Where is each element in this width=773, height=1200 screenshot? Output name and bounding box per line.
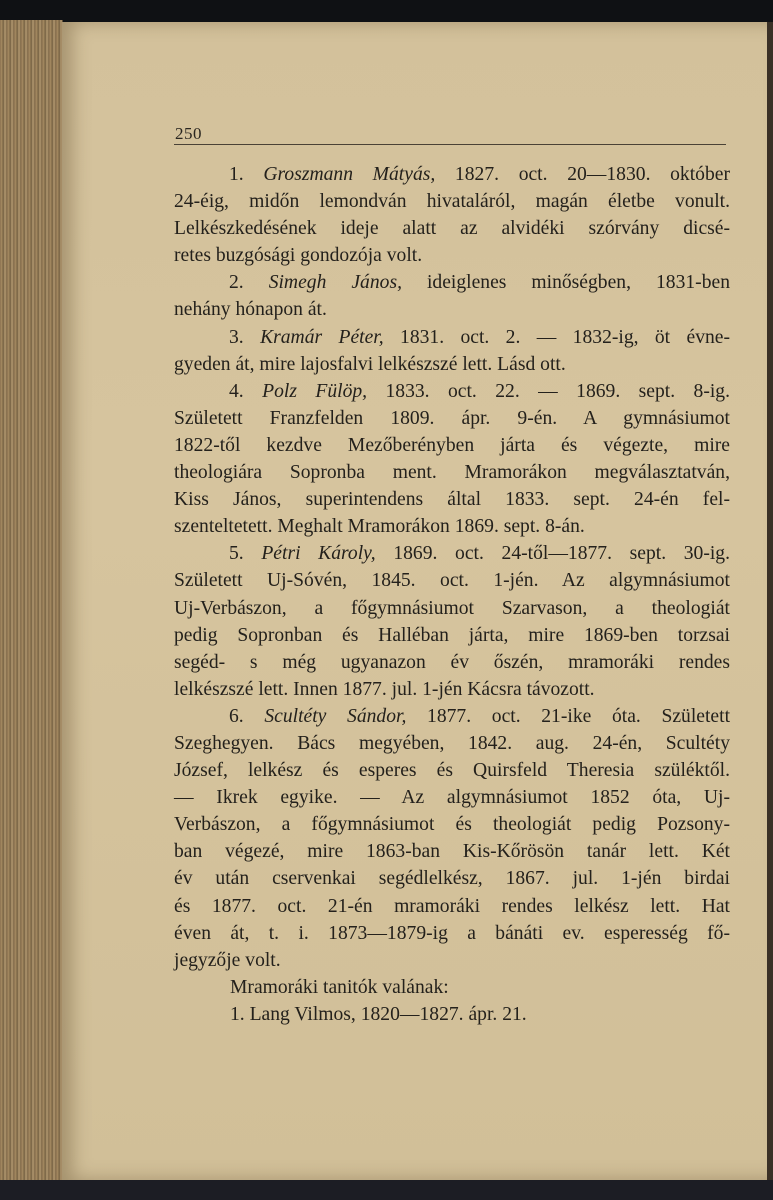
paragraph [174, 269, 730, 323]
page-number: 250 [175, 124, 202, 143]
paragraph [174, 1001, 730, 1028]
text-line: gyeden át, mire lajosfalvi lelkészszé lett. Lásd ott. [174, 353, 566, 375]
entry-number: 4. [229, 380, 263, 402]
text-line: — Ikrek egyike. — Az algymnásiumot 1852 óta, Uj- [174, 787, 730, 809]
text-line: és 1877. oct. 21-én mramoráki rendes lelkész lett. Hat [174, 895, 730, 917]
text-line: nehány hónapon át. [174, 299, 327, 321]
pastor-name: Kramár Péter, [260, 326, 384, 348]
entry-dates: 1831. oct. 2. — 1832-ig, öt évne- [383, 326, 731, 348]
text-line [174, 378, 730, 405]
body-text [174, 161, 730, 1028]
pastor-name: Polz Fülöp, [262, 380, 368, 402]
scan-bottom-border [0, 1180, 773, 1200]
entry-dates: 1877. oct. 21-ike óta. Született [406, 705, 731, 727]
text-line: theologiára Sopronba ment. Mramorákon megválasztatván, [174, 462, 730, 484]
entry-dates: 1869. oct. 24-től—1877. sept. 30-ig. [375, 543, 730, 565]
entry-number: 2. [229, 272, 269, 294]
text-line: lelkészszé lett. Innen 1877. jul. 1-jén Kácsra távozott. [174, 678, 595, 700]
text-line: Kiss János, superintendens által 1833. sept. 24-én fel- [174, 489, 730, 511]
text-line: Uj-Verbászon, a főgymnásiumot Szarvason, a theologiát [174, 597, 730, 619]
text-line [174, 269, 730, 296]
text-line: Született Franzfelden 1809. ápr. 9-én. A gymnásiumot [174, 407, 730, 429]
text-line: 1822-től kezdve Mezőberényben járta és végezte, mire [174, 434, 730, 456]
text-line [174, 703, 730, 730]
text-line [174, 161, 730, 188]
entry-dates: 1827. oct. 20—1830. október [435, 164, 730, 185]
pastor-name: Simegh János, [268, 272, 402, 294]
pastor-name: Pétri Károly, [261, 543, 376, 565]
scan-top-border [0, 0, 773, 24]
text-line: retes buzgósági gondozója volt. [174, 245, 423, 267]
text-line [174, 540, 730, 567]
text-line: éven át, t. i. 1873—1879-ig a bánáti ev. esperesség fő- [174, 922, 730, 944]
entry-dates: ideiglenes minőségben, 1831-ben [401, 272, 730, 294]
text-line: Mramoráki tanitók valának: [230, 976, 449, 998]
paragraph [174, 324, 730, 378]
book-page-edges [0, 20, 63, 1185]
pastor-name: Groszmann Mátyás, [263, 164, 436, 185]
entry-dates: 1833. oct. 22. — 1869. sept. 8-ig. [367, 380, 731, 402]
paragraph [174, 703, 730, 974]
text-line: segéd- s még ugyanazon év őszén, mramoráki rendes [174, 651, 730, 673]
text-line: év után cservenkai segédlelkész, 1867. jul. 1-jén birdai [174, 868, 730, 890]
text-line: Lelkészkedésének ideje alatt az alvidéki szórvány dicsé- [174, 218, 730, 240]
paragraph [174, 974, 730, 1001]
text-line: pedig Sopronban és Halléban járta, mire 1869-ben torzsai [174, 624, 730, 646]
paragraph [174, 378, 730, 541]
pastor-name: Scultéty Sándor, [264, 705, 407, 727]
entry-number: 1. [229, 164, 264, 185]
paragraph [174, 540, 730, 703]
entry-number: 5. [229, 543, 262, 565]
text-line: 24-éig, midőn lemondván hivataláról, magán életbe vonult. [174, 191, 730, 213]
entry-number: 6. [229, 705, 265, 727]
paragraph [174, 161, 730, 269]
text-line: jegyzője volt. [174, 949, 281, 971]
text-line: szenteltetett. Meghalt Mramorákon 1869. sept. 8-án. [174, 516, 585, 538]
header-rule [174, 144, 726, 145]
text-line: 1. Lang Vilmos, 1820—1827. ápr. 21. [230, 1003, 527, 1025]
text-line: József, lelkész és esperes és Quirsfeld Theresia szüléktől. [174, 760, 730, 782]
entry-number: 3. [229, 326, 261, 348]
scan-right-border [767, 22, 773, 1180]
text-line: Verbászon, a főgymnásiumot és theologiát pedig Pozsony- [174, 814, 730, 836]
text-line: Született Uj-Sóvén, 1845. oct. 1-jén. Az algymnásiumot [174, 570, 730, 592]
text-line: Szeghegyen. Bács megyében, 1842. aug. 24-én, Scultéty [174, 732, 730, 754]
text-line: ban végezé, mire 1863-ban Kis-Kőrösön tanár lett. Két [174, 841, 730, 863]
text-line [174, 324, 730, 351]
